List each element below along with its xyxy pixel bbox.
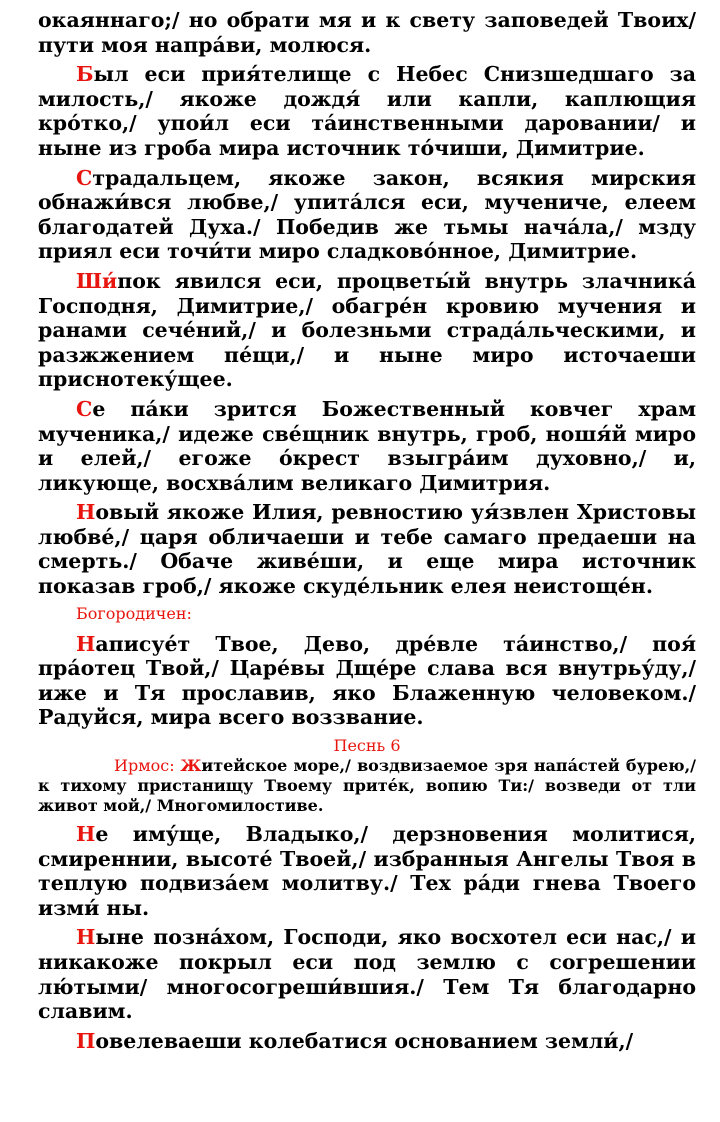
drop-initial: Н bbox=[76, 925, 96, 950]
troparion-text: овый якоже Илия, ревностию уя́звлен Христовы любве́,/ царя обличаеши и тебе самаго предаеши на смерть./ Обаче живе́ши, и еще мира источник показав гроб,/ якоже скуде́льник елея неистоще́н. bbox=[38, 500, 696, 599]
troparion-text: е па́ки зрится Божественный ковчег храм мученика,/ идеже све́щник внутрь, гроб, ношя́й миро и елей,/ егоже о́крест взыгра́им духовно,/ и, ликующе, восхва́лим великаго Димитрия. bbox=[38, 396, 696, 495]
troparion-text: е иму́ще, Владыко,/ дерзновения молитися, смиреннии, высоте́ Твоей,/ избранныя Ангелы Твоя в теплую подвиза́ем молитву./ Тех ра́ди гнева Твоего изми́ ны. bbox=[38, 822, 696, 920]
troparion-4 bbox=[38, 397, 696, 495]
irmos-initial: Ж bbox=[180, 756, 202, 776]
troparion-3 bbox=[38, 269, 696, 392]
drop-initial: С bbox=[76, 396, 93, 421]
drop-initial: П bbox=[76, 1028, 96, 1053]
troparion-text: ыл еси прия́телище с Небес Снизшедшаго за милость,/ якоже дождя́ или капли, каплющия кро́тко,/ упои́л еси та́инственными даровании/ и ныне из гроба мира источник то́чиши, Димитрие. bbox=[38, 62, 696, 160]
troparion-text: ́пок явился еси, процветы́й внутрь злачника́ Господня, Димитрие,/ обагре́н кровию мучения и ранами сече́ний,/ и болезньми страда́льческими, и разжжением пе́щи,/ и ныне миро источаеши приснотеку́щее. bbox=[38, 268, 696, 392]
theotokion-label: Богородичен: bbox=[76, 603, 192, 623]
troparion-text: ыне позна́хом, Господи, яко восхотел еси нас,/ и никакоже покрыл еси под землю с согрешении лю́тыми/ многосогреши́вшия./ Тем Тя благодарно славим. bbox=[38, 925, 696, 1024]
opening-fragment: окаяннаго;/ но обрати мя и к свету заповедей Твоих/ пути моя напра́ви, молюся. bbox=[38, 8, 696, 57]
drop-initial: С bbox=[76, 165, 93, 190]
drop-initial: Н bbox=[76, 500, 96, 525]
troparion-8 bbox=[38, 1029, 696, 1054]
irmos bbox=[38, 756, 696, 816]
irmos-text: итейское море,/ воздвизаемое зря напа́стей бурею,/ к тихому пристанищу Твоему прите́к, вопию Ти:/ возведи от тли живот мой,/ Многомилостиве. bbox=[38, 756, 696, 816]
troparion-6 bbox=[38, 822, 696, 920]
troparion-1 bbox=[38, 62, 696, 160]
irmos-label: Ирмос: bbox=[114, 756, 181, 776]
theotokion bbox=[38, 632, 696, 730]
troparion-5 bbox=[38, 500, 696, 598]
drop-initial: Ши bbox=[76, 268, 118, 293]
page-text bbox=[38, 8, 696, 1058]
troparion-7 bbox=[38, 925, 696, 1023]
drop-initial: Н bbox=[76, 631, 96, 656]
drop-initial: Б bbox=[76, 62, 94, 87]
ode-title: Песнь 6 bbox=[333, 736, 401, 756]
troparion-text: традальцем, якоже закон, всякия мирския обнажи́вся любве,/ упита́лся еси, мучениче, елеем благодатей Духа./ Победив же тьмы нача́ла,/ мзду приял еси точи́ти миро сладково́нное, Димитрие. bbox=[38, 165, 696, 264]
troparion-2 bbox=[38, 166, 696, 264]
theotokion-text: аписуе́т Твое, Дево, дре́вле та́инство,/ поя́ пра́отец Твой,/ Царе́вы Дще́ре слава вся внутрьу́ду,/ иже и Тя прославив, яко Блаженную человеком./ Радуйся, мира всего воззвание. bbox=[38, 631, 696, 730]
drop-initial: Н bbox=[76, 822, 96, 847]
troparion-text: овелеваеши колебатися основанием земли́,/ bbox=[95, 1028, 634, 1053]
